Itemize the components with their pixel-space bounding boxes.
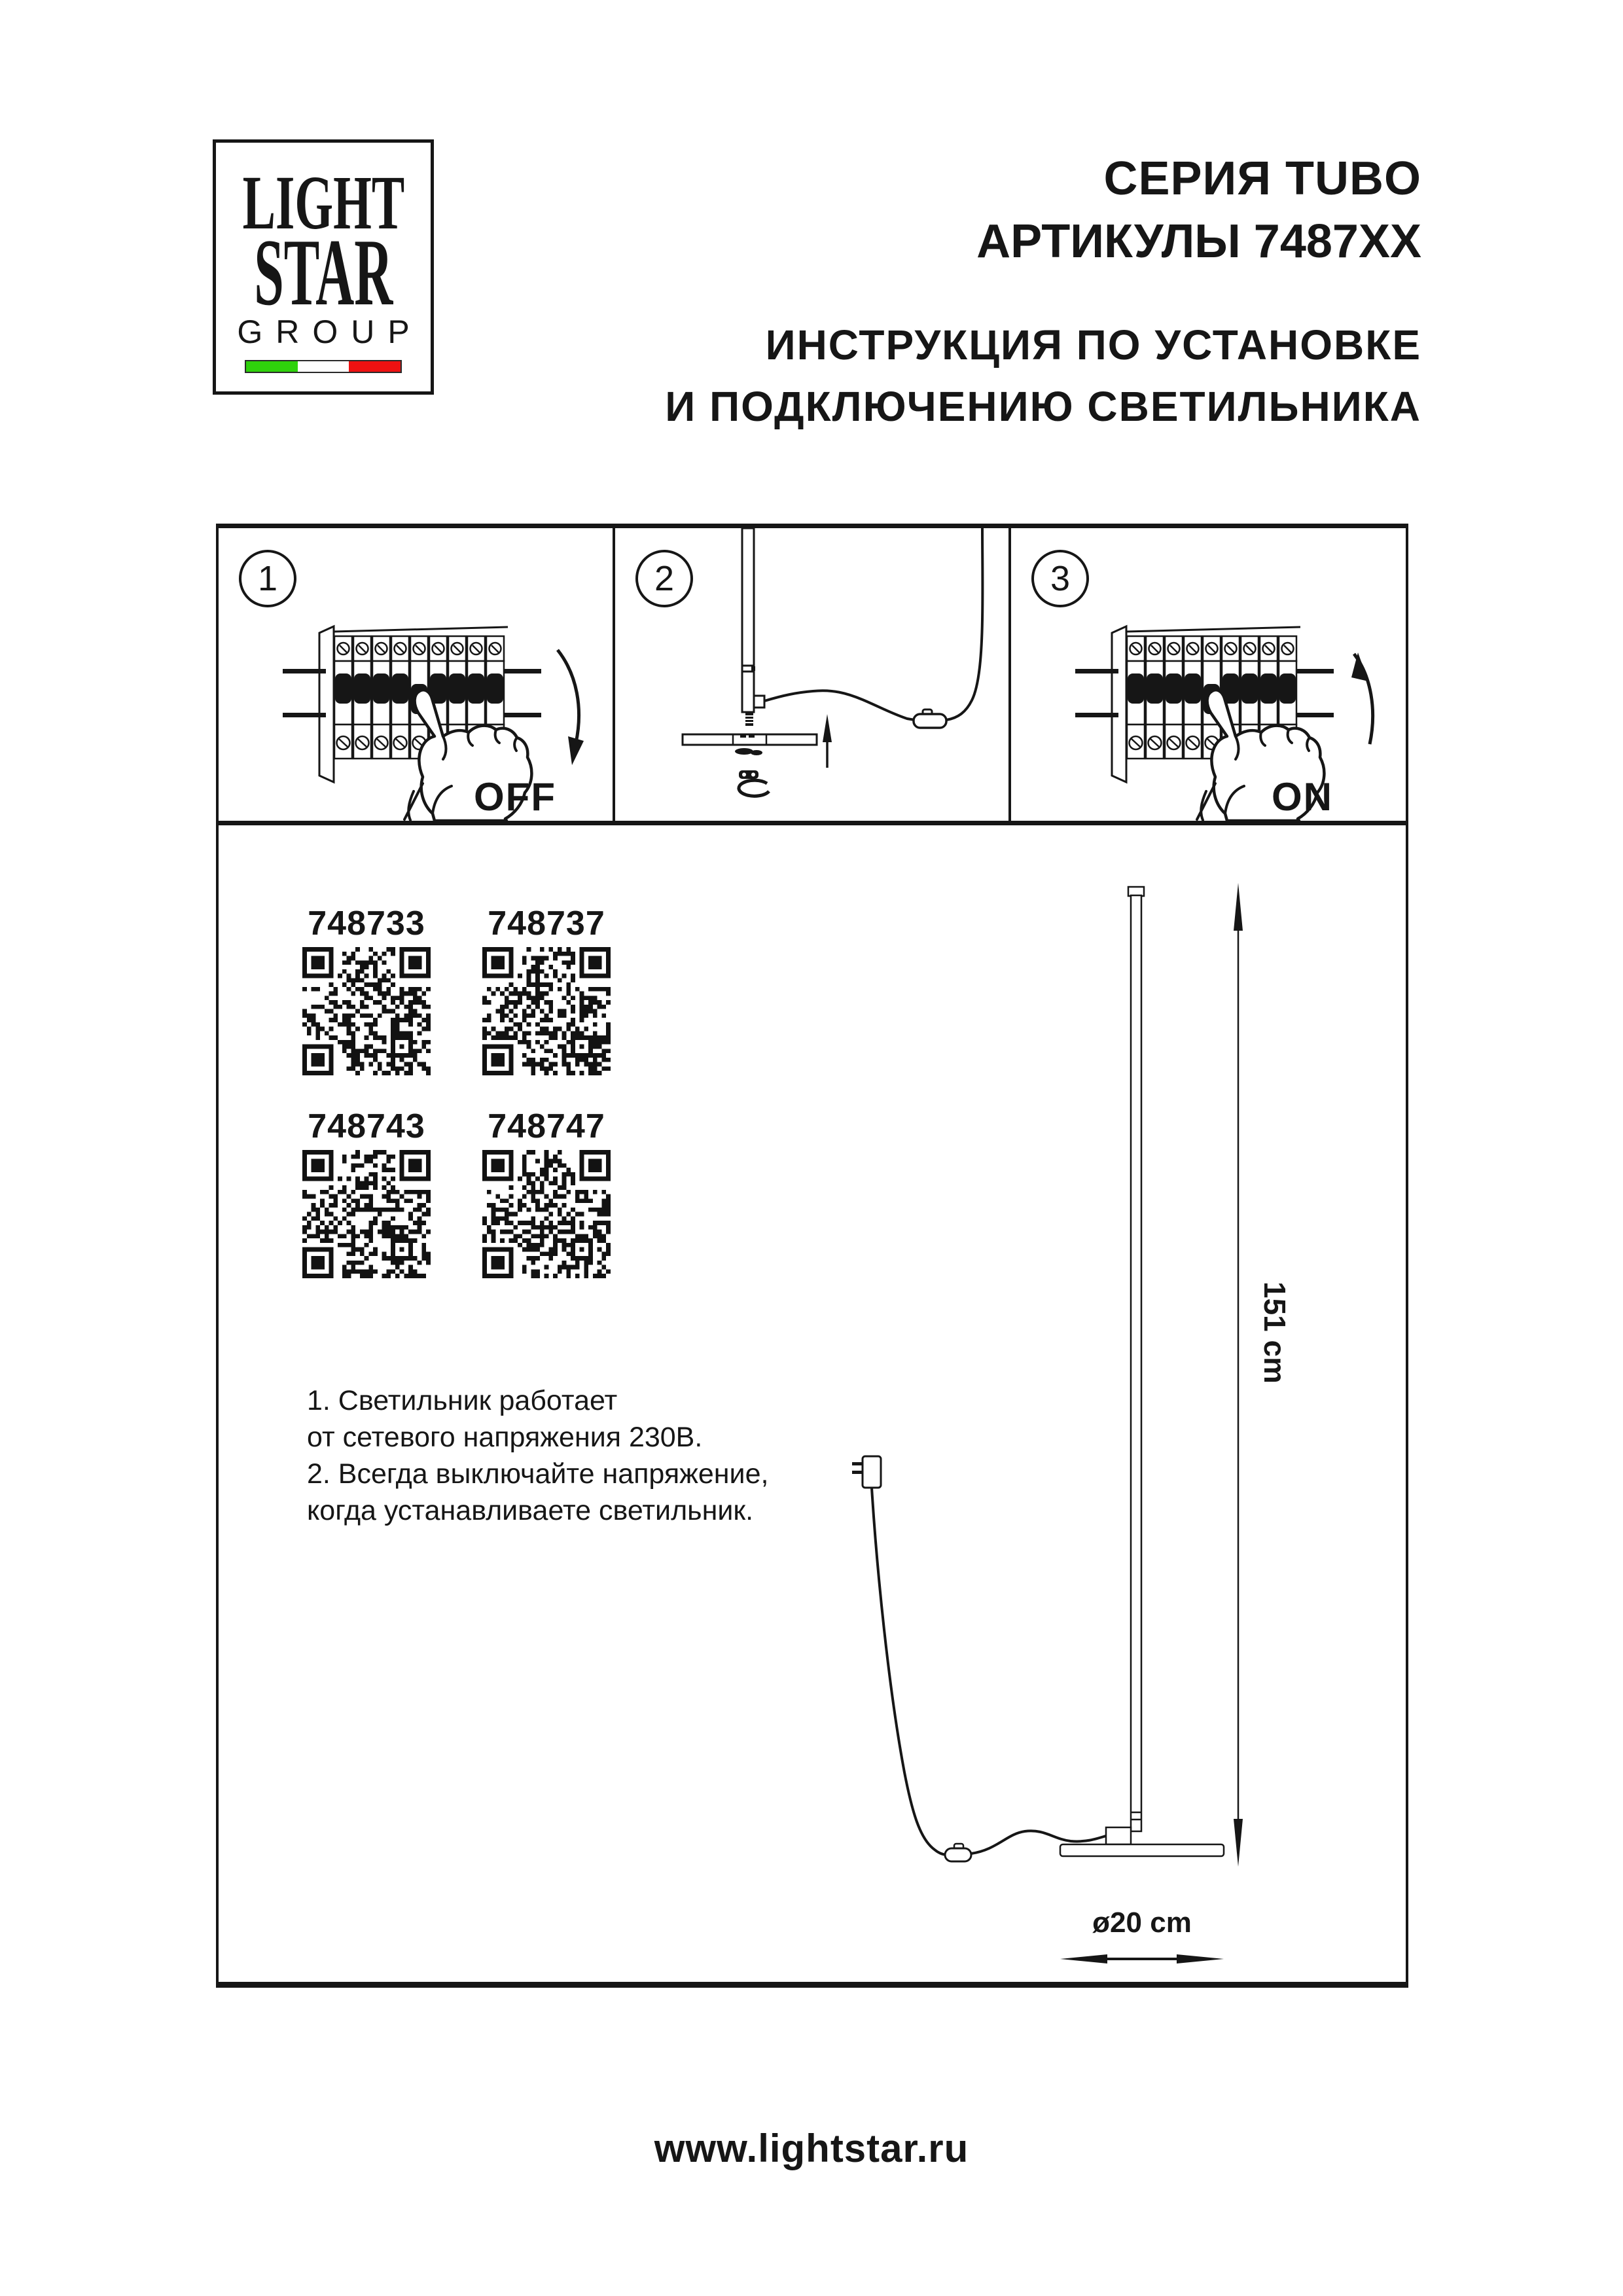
- qr-item: [302, 906, 431, 1075]
- lightstar-logo: [213, 139, 434, 395]
- inline-switch: [914, 714, 946, 728]
- height-dimension-label: 151 cm: [1258, 1281, 1292, 1384]
- flag-white-stripe: [298, 361, 349, 372]
- website-url: www.lightstar.ru: [654, 2126, 969, 2170]
- step-number-3: 3: [1031, 550, 1089, 607]
- note-line: 2. Всегда выключайте напряжение,: [307, 1458, 769, 1490]
- step-panel-3: [1011, 528, 1406, 821]
- off-label: OFF: [474, 775, 556, 819]
- step-number-1: 1: [239, 550, 296, 607]
- qr-code: [482, 947, 611, 1075]
- panels-separator-line: [216, 821, 1408, 825]
- step-number-2: 2: [635, 550, 693, 607]
- brand-word-star: STAR: [253, 219, 393, 325]
- brand-word-group: GROUP: [237, 314, 423, 350]
- lock-ring: [739, 780, 769, 796]
- flag-green-stripe: [246, 361, 298, 372]
- qr-code: [482, 1150, 611, 1278]
- step-panel-1: [219, 528, 613, 821]
- brand-word-light: LIGHT: [242, 160, 404, 245]
- arrow-up-icon: [1351, 653, 1368, 681]
- note-line: от сетевого напряжения 230В.: [307, 1422, 703, 1453]
- base-plate: [1060, 1844, 1224, 1856]
- cord-connector: [754, 696, 764, 708]
- inline-switch: [945, 1848, 971, 1861]
- series-title: СЕРИЯ TUBO: [1103, 152, 1421, 205]
- article-code: 748743: [308, 1107, 425, 1145]
- instruction-title-line2: И ПОДКЛЮЧЕНИЮ СВЕТИЛЬНИКА: [665, 383, 1421, 430]
- power-plug: [863, 1456, 881, 1488]
- qr-code: [302, 1150, 431, 1278]
- article-code: 748747: [488, 1107, 605, 1145]
- article-code: 748737: [488, 905, 605, 942]
- diameter-dimension-label: ø20 cm: [1092, 1907, 1192, 1939]
- arrow-down-icon: [568, 736, 584, 765]
- instruction-title-line1: ИНСТРУКЦИЯ ПО УСТАНОВКЕ: [765, 321, 1421, 368]
- step-panel-2: [615, 528, 1008, 821]
- on-label: ON: [1272, 775, 1333, 819]
- article-code: 748733: [308, 905, 425, 942]
- masthead: [665, 154, 1421, 437]
- articles-title: АРТИКУЛЫ 7487ХХ: [976, 215, 1421, 268]
- lamp-tube: [1131, 895, 1141, 1831]
- floor-lamp-diagram: [838, 857, 1361, 1977]
- note-line: когда устанавливаете светильник.: [307, 1495, 754, 1526]
- qr-item: [482, 1109, 611, 1278]
- note-line: 1. Светильник работает: [307, 1385, 618, 1416]
- arrow-up-icon: [823, 714, 832, 742]
- power-cord: [872, 1488, 946, 1855]
- base-connector: [1106, 1827, 1131, 1844]
- qr-code: [302, 947, 431, 1075]
- flag-red-stripe: [349, 361, 401, 372]
- nut: [739, 770, 758, 779]
- italian-flag-bar: [245, 360, 402, 373]
- safety-notes: [307, 1382, 768, 1529]
- qr-item: [482, 906, 611, 1075]
- qr-item: [302, 1109, 431, 1278]
